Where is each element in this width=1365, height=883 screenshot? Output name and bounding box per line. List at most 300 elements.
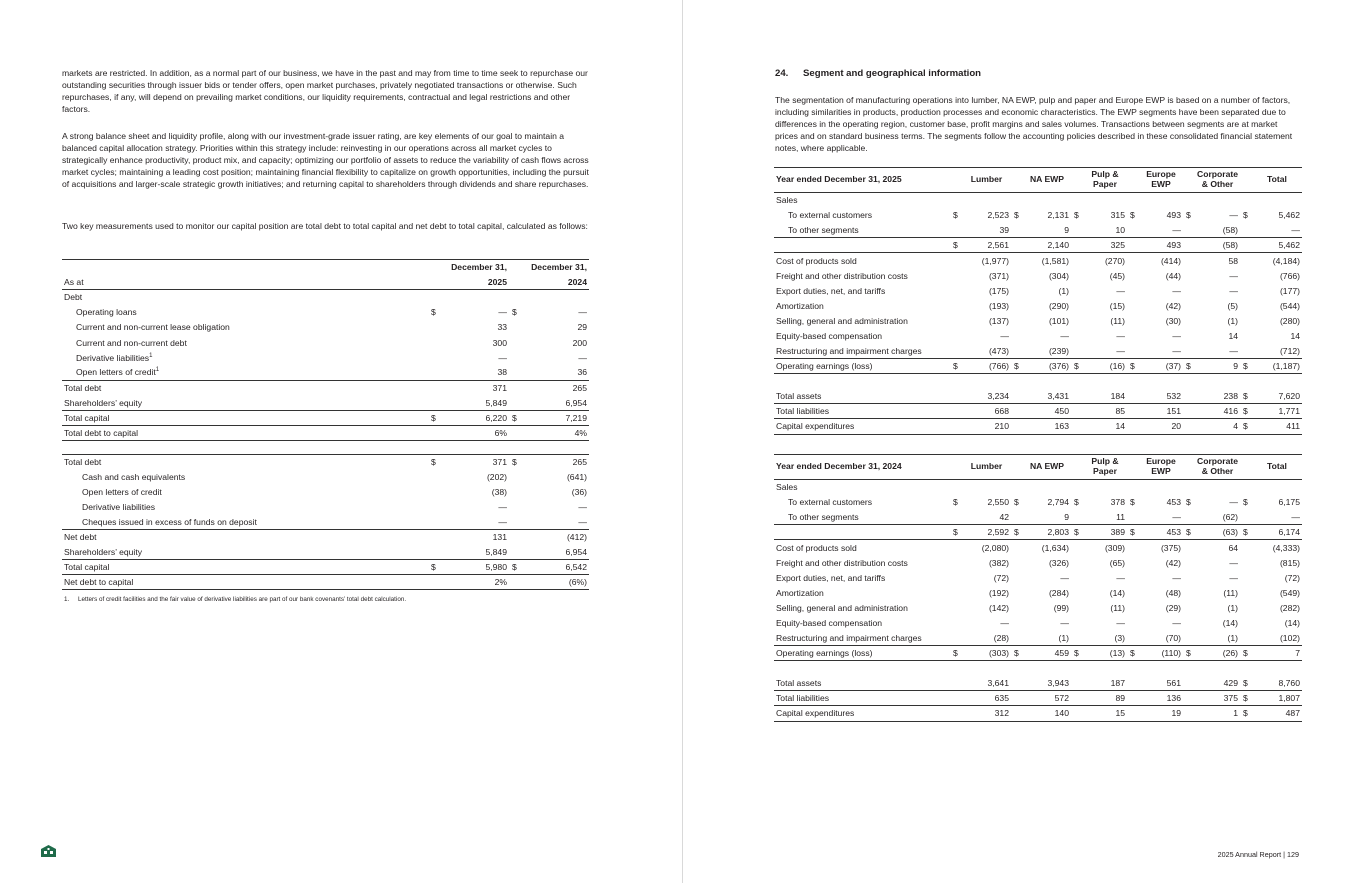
value-na-ewp: — [1060, 572, 1069, 583]
value-corporate-other: 429 [1195, 676, 1240, 691]
currency-symbol [1183, 691, 1195, 706]
value-lumber: (2,080) [962, 540, 1011, 555]
currency-symbol: $ [950, 238, 962, 253]
value-na-ewp [1023, 193, 1071, 208]
currency-symbol [1011, 691, 1023, 706]
currency-symbol [1240, 328, 1252, 343]
column-header-2025: 2025 [440, 275, 509, 290]
row-label: Export duties, net, and tariffs [776, 572, 886, 583]
value-2025: 5,849 [485, 397, 507, 408]
value-2025: 2% [440, 575, 509, 590]
value-2024: 200 [572, 337, 587, 348]
column-header-na-ewp: NA EWP [1023, 168, 1071, 193]
value-europe-ewp: 532 [1139, 389, 1183, 404]
value-lumber [962, 374, 1011, 389]
currency-symbol [1071, 238, 1083, 253]
currency-symbol [1183, 343, 1195, 358]
capital-header-row [62, 275, 589, 290]
row-label-text: Total capital [64, 412, 110, 423]
value-na-ewp: (1) [1058, 285, 1069, 296]
currency-symbol [1183, 555, 1195, 570]
value-total: (177) [1279, 285, 1300, 296]
currency-symbol [1011, 328, 1023, 343]
row-label [62, 305, 428, 320]
row-label-text: Total debt [64, 456, 102, 467]
value-corporate-other: 1 [1195, 706, 1240, 721]
currency-symbol: $ [1240, 404, 1252, 419]
table-row [774, 630, 1302, 645]
value-na-ewp: 3,943 [1023, 676, 1071, 691]
currency-symbol [950, 374, 962, 389]
table-row [62, 335, 589, 350]
currency-symbol: $ [1011, 359, 1023, 374]
value-corporate-other: (5) [1227, 300, 1238, 311]
value-europe-ewp: — [1172, 345, 1181, 356]
row-label: Amortization [776, 300, 824, 311]
column-header-pulp-paper: Pulp & Paper [1083, 455, 1127, 480]
row-label [62, 410, 428, 425]
currency-symbol: $ [1074, 497, 1079, 508]
currency-symbol [950, 268, 962, 283]
table-row [774, 223, 1302, 238]
table-row [774, 283, 1302, 298]
currency-symbol: $ [1186, 210, 1191, 221]
value-2025: — [498, 516, 507, 527]
table-row [62, 350, 589, 365]
row-label: Capital expenditures [774, 706, 950, 721]
currency-symbol [950, 328, 962, 343]
table-row [62, 410, 589, 425]
currency-symbol [509, 395, 521, 410]
column-header-lumber: Lumber [962, 455, 1011, 480]
row-label: Restructuring and impairment charges [776, 345, 922, 356]
currency-symbol: $ [1071, 646, 1083, 661]
value-europe-ewp: 453 [1139, 525, 1183, 540]
row-label: Selling, general and administration [776, 602, 908, 613]
currency-symbol [1127, 570, 1139, 585]
value-pulp-paper: 325 [1083, 238, 1127, 253]
value-europe-ewp: 453 [1166, 497, 1181, 508]
currency-symbol [509, 545, 521, 560]
currency-symbol [1240, 510, 1252, 525]
row-label: Export duties, net, and tariffs [776, 285, 886, 296]
value-total: 487 [1252, 706, 1302, 721]
currency-symbol [1183, 600, 1195, 615]
table-row [62, 514, 589, 529]
value-na-ewp: 9 [1064, 511, 1069, 522]
value-europe-ewp: — [1172, 572, 1181, 583]
currency-symbol [428, 514, 440, 529]
value-total: 5,462 [1252, 238, 1302, 253]
currency-symbol [1071, 706, 1083, 721]
value-2024: 6,954 [565, 397, 587, 408]
value-lumber: (142) [988, 602, 1009, 613]
row-label [62, 395, 428, 410]
currency-symbol [1071, 691, 1083, 706]
value-corporate-other: (58) [1222, 224, 1238, 235]
value-total: (102) [1279, 632, 1300, 643]
column-header-2025-top: December 31, [440, 260, 509, 275]
value-lumber: (371) [988, 270, 1009, 281]
value-na-ewp: — [1060, 330, 1069, 341]
value-na-ewp: (304) [1048, 270, 1069, 281]
value-2024: — [578, 307, 587, 318]
value-total: (766) [1279, 270, 1300, 281]
row-label [62, 575, 428, 590]
currency-symbol: $ [509, 560, 521, 575]
column-header-total: Total [1252, 455, 1302, 480]
table-row [774, 510, 1302, 525]
table-title: Year ended December 31, 2024 [774, 455, 950, 480]
currency-symbol [428, 484, 440, 499]
currency-symbol [1240, 193, 1252, 208]
currency-symbol [1127, 600, 1139, 615]
value-lumber: 42 [999, 511, 1009, 522]
value-pulp-paper: 378 [1110, 497, 1125, 508]
currency-symbol [1011, 510, 1023, 525]
table-row [774, 253, 1302, 268]
row-label: Freight and other distribution costs [776, 270, 908, 281]
currency-symbol [509, 290, 521, 305]
table-row [774, 525, 1302, 540]
currency-symbol [950, 706, 962, 721]
currency-symbol [428, 365, 440, 380]
value-corporate-other [1195, 480, 1240, 495]
value-lumber: (473) [988, 345, 1009, 356]
value-lumber: 635 [962, 691, 1011, 706]
value-na-ewp: 459 [1023, 646, 1071, 661]
row-label [62, 350, 428, 365]
value-pulp-paper: 315 [1110, 210, 1125, 221]
value-na-ewp: 2,131 [1047, 210, 1069, 221]
value-pulp-paper: (45) [1109, 270, 1125, 281]
value-2025: — [498, 501, 507, 512]
value-na-ewp: (290) [1048, 300, 1069, 311]
currency-symbol [1071, 193, 1083, 208]
value-total: 7 [1252, 646, 1302, 661]
currency-symbol [1127, 193, 1139, 208]
currency-symbol [1183, 676, 1195, 691]
value-corporate-other [1195, 193, 1240, 208]
currency-symbol [1183, 389, 1195, 404]
currency-symbol: $ [953, 210, 958, 221]
value-pulp-paper [1083, 661, 1127, 676]
table-row [774, 600, 1302, 615]
currency-symbol: $ [950, 525, 962, 540]
currency-symbol [1240, 374, 1252, 389]
table-row [774, 268, 1302, 283]
currency-symbol [1240, 283, 1252, 298]
currency-symbol [1011, 706, 1023, 721]
currency-symbol [1183, 615, 1195, 630]
currency-symbol: $ [953, 497, 958, 508]
row-label [62, 426, 428, 441]
currency-symbol [950, 313, 962, 328]
value-corporate-other: 4 [1195, 419, 1240, 434]
value-2024: (412) [521, 529, 589, 544]
currency-symbol: $ [512, 307, 517, 318]
value-na-ewp: 140 [1023, 706, 1071, 721]
table-row [62, 499, 589, 514]
left-page [0, 0, 682, 883]
row-label [62, 290, 428, 305]
value-total: 7,620 [1252, 389, 1302, 404]
currency-symbol [1240, 600, 1252, 615]
row-label [62, 454, 428, 469]
currency-symbol [509, 350, 521, 365]
currency-symbol [1011, 193, 1023, 208]
currency-symbol [1127, 298, 1139, 313]
currency-symbol [1071, 555, 1083, 570]
table-row [774, 661, 1302, 676]
currency-symbol [1240, 238, 1252, 253]
table-row [774, 555, 1302, 570]
value-2025: 5,980 [440, 560, 509, 575]
currency-symbol [509, 484, 521, 499]
currency-symbol [1071, 676, 1083, 691]
currency-symbol [950, 600, 962, 615]
currency-symbol [1240, 313, 1252, 328]
value-corporate-other [1195, 661, 1240, 676]
value-europe-ewp: — [1172, 330, 1181, 341]
value-na-ewp: — [1060, 617, 1069, 628]
currency-symbol [428, 395, 440, 410]
currency-symbol [1127, 223, 1139, 238]
value-europe-ewp: 136 [1139, 691, 1183, 706]
table-row [774, 540, 1302, 555]
currency-symbol [1011, 374, 1023, 389]
currency-symbol [1011, 238, 1023, 253]
currency-symbol [1011, 615, 1023, 630]
value-na-ewp [1023, 374, 1071, 389]
value-na-ewp: 2,794 [1047, 497, 1069, 508]
currency-symbol [1011, 404, 1023, 419]
currency-symbol: $ [1183, 646, 1195, 661]
currency-symbol [1071, 600, 1083, 615]
table-row [774, 691, 1302, 706]
value-2025: 371 [492, 456, 507, 467]
currency-symbol [1127, 540, 1139, 555]
row-label [774, 661, 950, 676]
value-total: 6,174 [1252, 525, 1302, 540]
currency-symbol [1183, 706, 1195, 721]
value-total: (549) [1279, 587, 1300, 598]
currency-symbol [1071, 389, 1083, 404]
value-total [1252, 661, 1302, 676]
currency-symbol: $ [1071, 359, 1083, 374]
currency-symbol [1011, 570, 1023, 585]
currency-symbol [1011, 313, 1023, 328]
row-label-text: Cash and cash equivalents [82, 471, 186, 482]
currency-symbol [428, 290, 440, 305]
capital-header-row-top [62, 260, 589, 275]
row-label-text: Shareholders’ equity [64, 546, 143, 557]
currency-symbol [1127, 676, 1139, 691]
currency-symbol: $ [428, 410, 440, 425]
table-row [774, 646, 1302, 661]
value-lumber: 210 [962, 419, 1011, 434]
row-label [62, 335, 428, 350]
row-label [62, 499, 428, 514]
currency-symbol [1240, 343, 1252, 358]
value-lumber: (1,977) [962, 253, 1011, 268]
row-label-text: Current and non-current debt [76, 337, 187, 348]
value-total: — [1291, 224, 1300, 235]
row-label: Restructuring and impairment charges [776, 632, 922, 643]
value-pulp-paper: — [1116, 617, 1125, 628]
value-total: (4,184) [1252, 253, 1302, 268]
row-label [62, 320, 428, 335]
column-header-lumber: Lumber [962, 168, 1011, 193]
value-europe-ewp: (70) [1165, 632, 1181, 643]
currency-symbol [1183, 630, 1195, 645]
row-label [62, 484, 428, 499]
currency-symbol [428, 335, 440, 350]
value-na-ewp: (326) [1048, 557, 1069, 568]
value-2024 [521, 290, 589, 305]
currency-symbol: $ [1240, 706, 1252, 721]
value-europe-ewp: 493 [1139, 238, 1183, 253]
value-lumber: — [1000, 330, 1009, 341]
currency-symbol [1071, 585, 1083, 600]
value-lumber: (175) [988, 285, 1009, 296]
footnote: 1. Letters of credit facilities and the fair value of derivative liabilities are part of our bank covenants’ total debt calculation. [64, 596, 407, 603]
value-na-ewp: 9 [1064, 224, 1069, 235]
currency-symbol: $ [428, 560, 440, 575]
value-pulp-paper: (309) [1083, 540, 1127, 555]
value-lumber: 2,523 [987, 210, 1009, 221]
currency-symbol [1183, 253, 1195, 268]
currency-symbol [1127, 419, 1139, 434]
value-total: (4,333) [1252, 540, 1302, 555]
currency-symbol [1071, 661, 1083, 676]
table-row [62, 305, 589, 320]
value-pulp-paper: 10 [1115, 224, 1125, 235]
row-label: To other segments [788, 511, 859, 522]
currency-symbol [1011, 661, 1023, 676]
currency-symbol [509, 335, 521, 350]
currency-symbol [950, 419, 962, 434]
value-na-ewp: (284) [1048, 587, 1069, 598]
table-row [62, 395, 589, 410]
value-europe-ewp: — [1172, 511, 1181, 522]
currency-symbol [950, 691, 962, 706]
currency-symbol [1011, 630, 1023, 645]
as-at-label: As at [62, 275, 428, 290]
row-label: Total assets [774, 389, 950, 404]
table-row [774, 419, 1302, 434]
currency-symbol: $ [1243, 497, 1248, 508]
currency-symbol: $ [1240, 676, 1252, 691]
currency-symbol [950, 480, 962, 495]
net-debt-table [62, 453, 589, 590]
value-europe-ewp [1139, 480, 1183, 495]
row-label: Equity-based compensation [776, 330, 883, 341]
currency-symbol [1240, 268, 1252, 283]
section-title [775, 68, 981, 79]
currency-symbol [1011, 419, 1023, 434]
currency-symbol [1071, 283, 1083, 298]
value-total: 1,771 [1252, 404, 1302, 419]
currency-symbol [1071, 313, 1083, 328]
currency-symbol [1240, 223, 1252, 238]
value-total: (815) [1279, 557, 1300, 568]
value-2024: — [578, 352, 587, 363]
value-corporate-other: — [1229, 270, 1238, 281]
row-label-text: Debt [64, 292, 83, 303]
currency-symbol [509, 320, 521, 335]
value-total: (1,187) [1252, 359, 1302, 374]
value-europe-ewp: (29) [1165, 602, 1181, 613]
value-na-ewp: (99) [1053, 602, 1069, 613]
row-label: Total assets [774, 676, 950, 691]
value-europe-ewp [1139, 374, 1183, 389]
row-label [774, 525, 950, 540]
value-pulp-paper: — [1116, 330, 1125, 341]
value-lumber: 668 [962, 404, 1011, 419]
currency-symbol [1183, 510, 1195, 525]
currency-symbol [1011, 600, 1023, 615]
value-europe-ewp: (48) [1165, 587, 1181, 598]
table-row [774, 328, 1302, 343]
value-corporate-other: 375 [1195, 691, 1240, 706]
value-pulp-paper: (270) [1083, 253, 1127, 268]
value-2024: 6,542 [521, 560, 589, 575]
currency-symbol [1240, 480, 1252, 495]
currency-symbol [1071, 570, 1083, 585]
row-label [62, 560, 428, 575]
value-2025: 38 [497, 367, 507, 378]
value-2024: 29 [577, 322, 587, 333]
segment-table-2024 [774, 454, 1302, 722]
table-row [774, 706, 1302, 721]
value-lumber: 2,550 [987, 497, 1009, 508]
currency-symbol [1127, 661, 1139, 676]
currency-symbol [509, 514, 521, 529]
row-label: Selling, general and administration [776, 315, 908, 326]
value-europe-ewp: (414) [1139, 253, 1183, 268]
value-total: (282) [1279, 602, 1300, 613]
currency-symbol [950, 283, 962, 298]
value-lumber: 3,641 [962, 676, 1011, 691]
currency-symbol [1183, 268, 1195, 283]
value-pulp-paper: 89 [1083, 691, 1127, 706]
value-lumber: (72) [993, 572, 1009, 583]
row-label: To other segments [788, 224, 859, 235]
table-row [774, 208, 1302, 223]
currency-symbol [1240, 540, 1252, 555]
value-corporate-other: 14 [1228, 330, 1238, 341]
currency-symbol: $ [1014, 497, 1019, 508]
value-corporate-other: 416 [1195, 404, 1240, 419]
currency-symbol [1240, 555, 1252, 570]
row-label-text: Net debt to capital [64, 577, 134, 588]
currency-symbol: $ [1011, 525, 1023, 540]
currency-symbol [509, 380, 521, 395]
currency-symbol [509, 426, 521, 441]
value-corporate-other: — [1229, 210, 1238, 221]
value-corporate-other: 58 [1195, 253, 1240, 268]
value-corporate-other [1195, 374, 1240, 389]
currency-symbol [1127, 343, 1139, 358]
currency-symbol [1183, 298, 1195, 313]
value-total: 6,175 [1278, 497, 1300, 508]
currency-symbol: $ [1240, 646, 1252, 661]
section-number: 24. [775, 68, 789, 79]
value-pulp-paper: (65) [1109, 557, 1125, 568]
currency-symbol [1127, 691, 1139, 706]
currency-symbol [1011, 343, 1023, 358]
